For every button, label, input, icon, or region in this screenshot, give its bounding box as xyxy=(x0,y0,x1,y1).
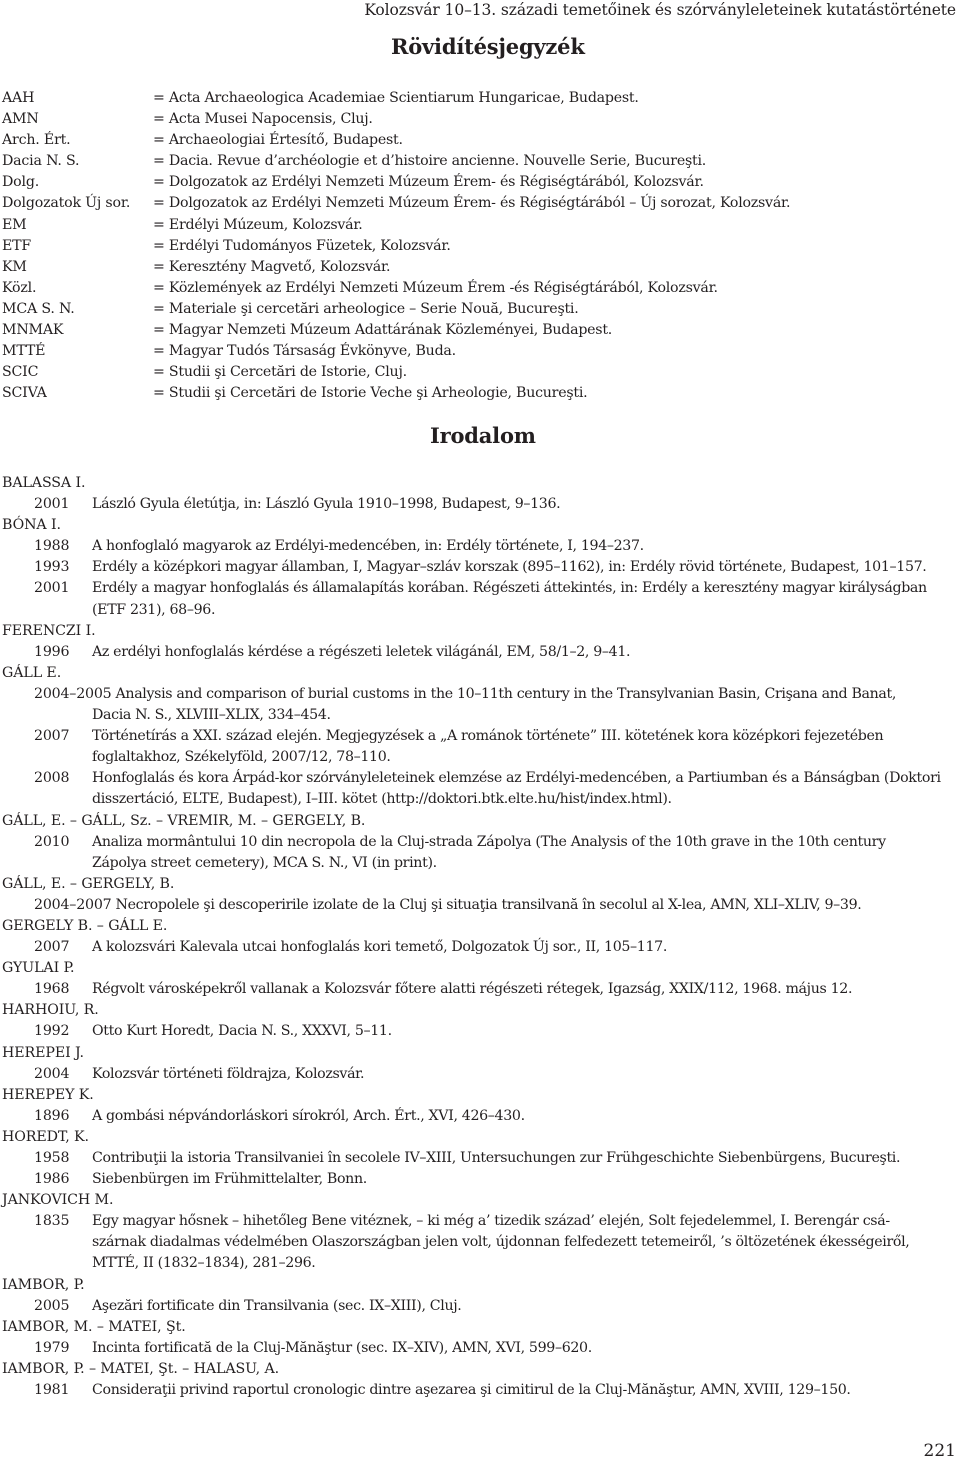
reference-line: Történetírás a XXI. század elején. Megjegyzések a „A románok története” III. kötetének kora középkori fejezetében xyxy=(92,728,884,745)
abbreviation-value: = Magyar Nemzeti Múzeum Adattárának Közleményei, Budapest. xyxy=(153,322,613,339)
reference-author: HARHOIU, R. xyxy=(2,1002,99,1019)
reference-line: Erdély a magyar honfoglalás és államalapítás korában. Régészeti áttekintés, in: Erdély a keresztény magyar királyságban xyxy=(92,580,927,597)
abbreviation-value: = Dolgozatok az Erdélyi Nemzeti Múzeum Érem- és Régiségtárából, Kolozsvár. xyxy=(153,174,704,191)
reference-year-cell xyxy=(2,1169,92,1190)
reference-line: A honfoglaló magyarok az Erdélyi-medencében, in: Erdély története, I, 194–237. xyxy=(92,538,644,555)
reference-year: 2007 xyxy=(34,939,70,956)
reference-author: GÁLL, E. – GÁLL, Sz. – VREMIR, M. – GERGELY, B. xyxy=(2,812,366,829)
reference-text xyxy=(92,979,958,1000)
reference-text xyxy=(116,895,958,916)
abbreviation-key: SCIVA xyxy=(2,385,47,402)
abbreviation-key: Dolg. xyxy=(2,174,40,191)
abbreviation-value: = Erdélyi Tudományos Füzetek, Kolozsvár. xyxy=(153,237,451,254)
reference-author: BALASSA I. xyxy=(2,475,86,491)
reference-year-cell xyxy=(2,1338,92,1359)
reference-text xyxy=(92,494,958,515)
abbreviation-row xyxy=(2,88,958,109)
reference-author: BÓNA I. xyxy=(2,517,61,534)
abbreviation-row xyxy=(2,383,958,404)
reference-text xyxy=(92,1064,958,1085)
abbreviation-row xyxy=(2,236,958,257)
running-header: Kolozsvár 10–13. századi temetőinek és szórványleleteinek kutatástörténete xyxy=(364,1,956,19)
reference-author: JANKOVICH M. xyxy=(2,1192,114,1209)
reference-author: IAMBOR, P. xyxy=(2,1276,85,1293)
reference-year: 1986 xyxy=(34,1171,70,1188)
abbreviation-key: EM xyxy=(2,216,27,233)
abbreviation-row xyxy=(2,299,958,320)
reference-entry xyxy=(2,536,958,557)
page-number: 221 xyxy=(923,1441,956,1461)
reference-entry xyxy=(2,1148,958,1169)
reference-entry xyxy=(2,1169,958,1190)
abbreviation-value: = Studii şi Cercetări de Istorie Veche şi Arheologie, Bucureşti. xyxy=(153,385,588,402)
reference-year-cell xyxy=(2,895,116,916)
abbreviations-title: Rövidítésjegyzék xyxy=(391,34,585,59)
reference-year-cell xyxy=(2,536,92,557)
reference-year-cell xyxy=(2,642,92,663)
abbreviation-value: = Acta Musei Napocensis, Cluj. xyxy=(153,111,373,128)
reference-text xyxy=(92,832,958,874)
reference-year-cell xyxy=(2,832,92,874)
reference-line: Analiza mormântului 10 din necropola de la Cluj-strada Zápolya (The Analysis of the 10th grave in the 10th century xyxy=(92,833,886,850)
abbreviation-value: = Erdélyi Múzeum, Kolozsvár. xyxy=(153,216,363,233)
reference-text xyxy=(92,1106,958,1127)
reference-line: Honfoglalás és kora Árpád-kor szórványleleteinek elemzése az Erdélyi-medencében, a Partiumban és a Bánságban (Doktori xyxy=(92,770,941,787)
reference-year-cell xyxy=(2,1021,92,1042)
reference-author: GÁLL, E. – GERGELY, B. xyxy=(2,875,175,892)
reference-year: 1979 xyxy=(34,1339,70,1356)
abbreviation-row xyxy=(2,362,958,383)
reference-author: HOREDT, K. xyxy=(2,1128,89,1145)
reference-entry xyxy=(2,726,958,768)
reference-entry xyxy=(2,895,958,916)
abbreviation-value: = Studii şi Cercetări de Istorie, Cluj. xyxy=(153,364,407,381)
reference-year: 1981 xyxy=(34,1382,70,1399)
reference-entry xyxy=(2,1021,958,1042)
reference-line: Incinta fortificată de la Cluj-Mănăştur (sec. IX–XIV), AMN, XVI, 599–620. xyxy=(92,1339,592,1356)
abbreviation-key: SCIC xyxy=(2,364,39,381)
literature-title: Irodalom xyxy=(430,423,536,448)
reference-year-cell xyxy=(2,1064,92,1085)
abbreviation-key: Közl. xyxy=(2,279,37,296)
reference-year-cell xyxy=(2,494,92,515)
reference-line: foglaltakhoz, Székelyföld, 2007/12, 78–110. xyxy=(92,749,391,766)
abbreviation-row xyxy=(2,172,958,193)
references-list xyxy=(2,473,958,1401)
reference-entry xyxy=(2,684,958,726)
reference-entry xyxy=(2,1380,958,1401)
abbreviation-key: ETF xyxy=(2,237,32,254)
reference-year-cell xyxy=(2,1380,92,1401)
reference-line: Dacia N. S., XLVIII–XLIX, 334–454. xyxy=(92,707,331,724)
reference-year: 2008 xyxy=(34,770,70,787)
reference-year: 1992 xyxy=(34,1023,70,1040)
reference-line: szárnak diadalmas védelmében Olaszországban jelen volt, újdonnan felfedezett tetemeiről, ’s öltözetének ékességeiről, xyxy=(92,1234,910,1251)
reference-line: Otto Kurt Horedt, Dacia N. S., XXXVI, 5–11. xyxy=(92,1023,392,1040)
reference-text xyxy=(92,1338,958,1359)
reference-year-cell xyxy=(2,979,92,1000)
reference-author: IAMBOR, M. – MATEI, Şt. xyxy=(2,1318,186,1335)
abbreviation-key: KM xyxy=(2,258,27,275)
reference-line: A kolozsvári Kalevala utcai honfoglalás kori temető, Dolgozatok Új sor., II, 105–117. xyxy=(92,939,667,956)
abbreviation-value: = Keresztény Magvető, Kolozsvár. xyxy=(153,258,391,275)
reference-entry xyxy=(2,494,958,515)
reference-line: Siebenbürgen im Frühmittelalter, Bonn. xyxy=(92,1171,367,1188)
abbreviation-value: = Materiale şi cercetări arheologice – Serie Nouă, Bucureşti. xyxy=(153,300,579,317)
abbreviation-row xyxy=(2,257,958,278)
abbreviation-row xyxy=(2,215,958,236)
abbreviation-row xyxy=(2,151,958,172)
reference-year: 1993 xyxy=(34,559,70,576)
reference-line: Aşezări fortificate din Transilvania (sec. IX–XIII), Cluj. xyxy=(92,1297,462,1314)
abbreviation-value: = Archaeologiai Értesítő, Budapest. xyxy=(153,132,403,149)
reference-year: 2004–2007 xyxy=(34,896,112,913)
abbreviation-row xyxy=(2,341,958,362)
reference-entry xyxy=(2,1211,958,1274)
reference-author: HEREPEY K. xyxy=(2,1086,94,1103)
reference-author: HEREPEI J. xyxy=(2,1044,84,1061)
reference-author: GÁLL E. xyxy=(2,664,62,681)
reference-year: 2001 xyxy=(34,580,70,597)
reference-text xyxy=(92,1211,958,1274)
abbreviation-row xyxy=(2,109,958,130)
reference-entry xyxy=(2,979,958,1000)
reference-entry xyxy=(2,768,958,810)
reference-year-cell xyxy=(2,557,92,578)
reference-year-cell xyxy=(2,1106,92,1127)
reference-entry xyxy=(2,1064,958,1085)
abbreviations-list xyxy=(2,88,958,404)
reference-text xyxy=(92,726,958,768)
reference-year: 2007 xyxy=(34,728,70,745)
abbreviation-value: = Acta Archaeologica Academiae Scientiarum Hungaricae, Budapest. xyxy=(153,90,639,106)
reference-year: 1958 xyxy=(34,1150,70,1166)
reference-year: 2001 xyxy=(34,496,70,513)
abbreviation-key: Arch. Ért. xyxy=(2,132,71,149)
reference-line: (ETF 231), 68–96. xyxy=(92,601,216,618)
reference-line: Erdély a középkori magyar államban, I, Magyar–szláv korszak (895–1162), in: Erdély rövid története, Budapest, 101–157. xyxy=(92,559,927,576)
abbreviation-key: Dolgozatok Új sor. xyxy=(2,195,131,212)
reference-line: Contribuţii la istoria Transilvaniei în secolele IV–XIII, Untersuchungen zur Frühgeschichte Siebenbürgens, Bucureşti. xyxy=(92,1150,901,1166)
reference-year-cell xyxy=(2,937,92,958)
abbreviation-row xyxy=(2,193,958,214)
reference-year-cell xyxy=(2,726,92,768)
reference-year-cell xyxy=(2,578,92,620)
reference-text xyxy=(92,768,958,810)
reference-year-cell xyxy=(2,768,92,810)
reference-year: 1996 xyxy=(34,643,70,660)
reference-text xyxy=(92,1380,958,1401)
reference-author: GYULAI P. xyxy=(2,960,75,977)
reference-year: 1896 xyxy=(34,1107,70,1124)
reference-line: Analysis and comparison of burial customs in the 10–11th century in the Transylvanian Basin, Crişana and Banat, xyxy=(115,685,897,702)
reference-year-cell xyxy=(2,1296,92,1317)
reference-year: 2004 xyxy=(34,1065,70,1082)
abbreviation-value: = Dacia. Revue d’archéologie et d’histoire ancienne. Nouvelle Serie, Bucureşti. xyxy=(153,153,707,170)
abbreviation-key: Dacia N. S. xyxy=(2,153,80,170)
reference-author: GERGELY B. – GÁLL E. xyxy=(2,917,168,934)
abbreviation-row xyxy=(2,130,958,151)
abbreviation-row xyxy=(2,320,958,341)
abbreviation-value: = Közlemények az Erdélyi Nemzeti Múzeum Érem -és Régiségtárából, Kolozsvár. xyxy=(153,279,718,296)
reference-entry xyxy=(2,642,958,663)
reference-line: MTTÉ, II (1832–1834), 281–296. xyxy=(92,1255,316,1272)
reference-entry xyxy=(2,557,958,578)
reference-line: Zápolya street cemetery), MCA S. N., VI (in print). xyxy=(92,854,437,871)
abbreviation-key: MTTÉ xyxy=(2,343,46,360)
abbreviation-key: MNMAK xyxy=(2,322,64,339)
reference-text xyxy=(92,1169,958,1190)
reference-year: 1988 xyxy=(34,538,70,555)
reference-entry xyxy=(2,937,958,958)
abbreviation-value: = Dolgozatok az Erdélyi Nemzeti Múzeum Érem- és Régiségtárából – Új sorozat, Kolozsvár. xyxy=(153,195,791,212)
abbreviation-value: = Magyar Tudós Társaság Évkönyve, Buda. xyxy=(153,343,456,360)
reference-line: Necropolele şi descoperirile izolate de la Cluj şi situaţia transilvană în secolul al X-lea, AMN, XLI–XLIV, 9–39. xyxy=(115,896,862,913)
reference-line: László Gyula életútja, in: László Gyula 1910–1998, Budapest, 9–136. xyxy=(92,496,561,513)
reference-text xyxy=(92,1148,958,1169)
reference-entry xyxy=(2,1338,958,1359)
reference-text xyxy=(92,1296,958,1317)
reference-line: A gombási népvándorláskori sírokról, Arch. Ért., XVI, 426–430. xyxy=(92,1107,525,1124)
reference-entry xyxy=(2,578,958,620)
reference-author: IAMBOR, P. – MATEI, Şt. – HALASU, A. xyxy=(2,1360,280,1377)
reference-text xyxy=(92,642,958,663)
reference-text xyxy=(92,536,958,557)
reference-year: 1835 xyxy=(34,1213,70,1230)
reference-text xyxy=(92,684,958,726)
reference-line: Kolozsvár történeti földrajza, Kolozsvár. xyxy=(92,1065,365,1082)
reference-line: Az erdélyi honfoglalás kérdése a régészeti leletek világánál, EM, 58/1–2, 9–41. xyxy=(92,643,631,660)
reference-year-cell xyxy=(2,1211,92,1274)
reference-text xyxy=(92,937,958,958)
reference-line: Régvolt városképekről vallanak a Kolozsvár főtere alatti régészeti rétegek, Igazság, XXIX/112, 1968. május 12. xyxy=(92,981,853,998)
reference-entry xyxy=(2,1296,958,1317)
reference-line: Consideraţii privind raportul cronologic dintre aşezarea şi cimitirul de la Cluj-Mănăştur, AMN, XVIII, 129–150. xyxy=(92,1382,851,1399)
abbreviation-key: AAH xyxy=(2,90,35,106)
reference-year: 2010 xyxy=(34,833,70,850)
reference-author: FERENCZI I. xyxy=(2,622,96,639)
reference-year-cell xyxy=(2,1148,92,1169)
reference-year: 1968 xyxy=(34,981,70,998)
reference-line: disszertáció, ELTE, Budapest), I–III. kötet (http://doktori.btk.elte.hu/hist/index.html). xyxy=(92,791,672,808)
reference-year: 2005 xyxy=(34,1297,70,1314)
abbreviation-key: MCA S. N. xyxy=(2,300,75,317)
abbreviation-row xyxy=(2,278,958,299)
reference-text xyxy=(92,557,958,578)
reference-entry xyxy=(2,832,958,874)
reference-text xyxy=(92,1021,958,1042)
reference-text xyxy=(92,578,958,620)
abbreviation-key: AMN xyxy=(2,111,39,128)
reference-line: Egy magyar hősnek – hihetőleg Bene vitéznek, – ki még a’ tizedik század’ elején, Solt fejedelemmel, I. Berengár csá- xyxy=(92,1213,890,1230)
reference-entry xyxy=(2,1106,958,1127)
reference-year: 2004–2005 xyxy=(34,685,112,702)
